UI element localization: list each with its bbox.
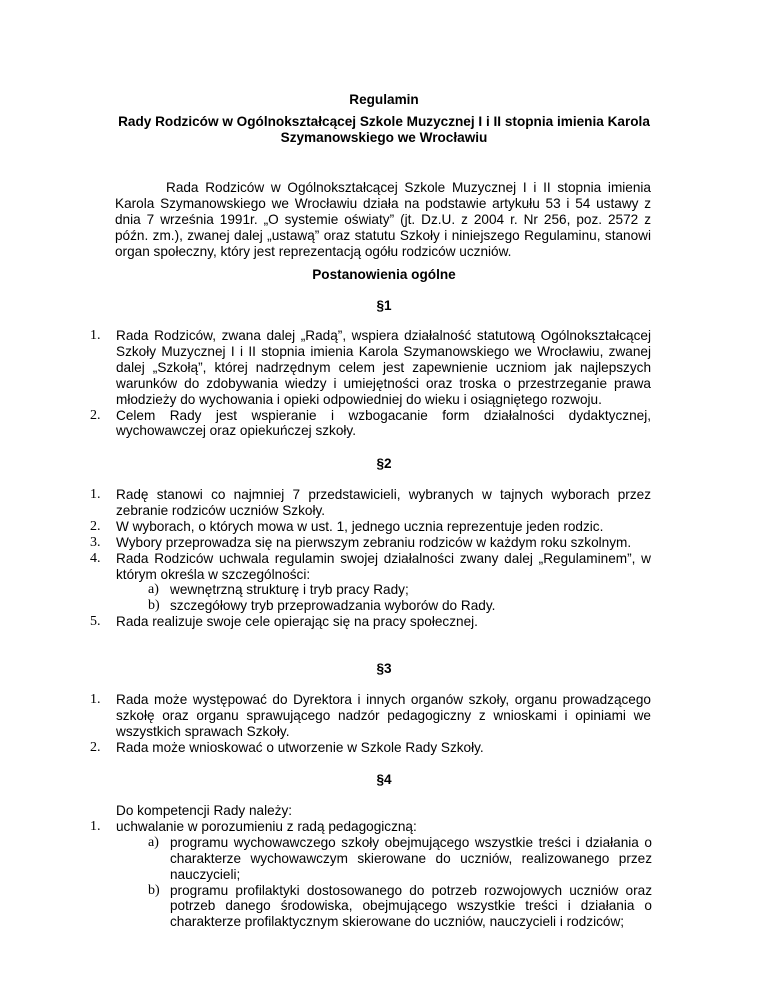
- sub-list-item: [0, 598, 652, 614]
- item-number: 5.: [90, 614, 101, 630]
- paragraph-3-heading: §3: [376, 661, 392, 676]
- subtitle-line-2: Szymanowskiego we Wrocławiu: [280, 129, 488, 145]
- list-item: [0, 551, 651, 583]
- list-item: [0, 408, 651, 440]
- sub-item-letter: a): [148, 582, 159, 598]
- item-number: 1.: [90, 818, 101, 834]
- item-text: W wyborach, o których mowa w ust. 1, jednego ucznia reprezentuje jeden rodzic.: [116, 518, 604, 534]
- item-number: 1.: [90, 487, 101, 502]
- paragraph-4-list: [0, 803, 768, 930]
- paragraph-1-heading: §1: [376, 298, 392, 313]
- item-number: 2.: [90, 407, 101, 423]
- item-text: Rada Rodziców uchwala regulamin swojej działalności zwany dalej „Regulaminem”, w którym określa w szczególności:: [116, 550, 651, 582]
- list-item: [0, 519, 651, 535]
- sub-item-text: szczegółowy tryb przeprowadzania wyborów do Rady.: [170, 598, 496, 614]
- section-heading-general: Postanowienia ogólne: [312, 267, 456, 282]
- list-item: [0, 819, 651, 835]
- paragraph-2-list: [0, 487, 768, 630]
- item-text: Celem Rady jest wspieranie i wzbogacanie form działalności dydaktycznej, wychowawczej oraz opiekuńczej szkoły.: [116, 407, 651, 439]
- item-number: 1.: [90, 328, 101, 343]
- paragraph-1-list: [0, 328, 768, 439]
- list-item: [0, 535, 651, 551]
- item-text: Rada może występować do Dyrektora i innych organów szkoły, organu prowadzącego szkołę oraz organu sprawującego nadzór pedagogiczny z wnioskami i opiniami we wszystkich sprawach Szkoły.: [116, 692, 651, 739]
- document-title: Regulamin: [349, 92, 419, 107]
- sub-list-item: [0, 883, 652, 931]
- document-subtitle: [115, 114, 653, 146]
- list-item: [0, 487, 651, 519]
- paragraph-3-list: [0, 692, 768, 756]
- sub-list-item: [0, 835, 652, 883]
- list-item: [0, 740, 651, 756]
- sub-item-text: programu wychowawczego szkoły obejmującego wszystkie treści i działania o charakterze wychowawczym skierowane do uczniów, realizowanego przez nauczycieli;: [170, 834, 652, 882]
- item-number: 3.: [90, 534, 101, 550]
- sub-list-item: [0, 582, 652, 598]
- item-number: 1.: [90, 692, 101, 707]
- sub-item-text: programu profilaktyki dostosowanego do potrzeb rozwojowych uczniów oraz potrzeb danego środowiska, obejmującego wszystkie treści i działania o charakterze profilaktycznym skierowane do uczniów, nauczycieli i rodziców;: [170, 882, 652, 930]
- sub-item-text: wewnętrzną strukturę i tryb pracy Rady;: [170, 582, 409, 598]
- intro-paragraph: Rada Rodziców w Ogólnokształcącej Szkole Muzycznej I i II stopnia imienia Karola Szymanowskiego we Wrocławiu działa na podstawie artykułu 53 i 54 ustawy z dnia 7 września 1991r. „O systemie oświaty” (jt. Dz.U. z 2004 r. Nr 256, poz. 2572 z późn. zm.), zwanej dalej „ustawą” oraz statutu Szkoły i niniejszego Regulaminu, stanowi organ społeczny, który jest reprezentacją ogółu rodziców uczniów.: [115, 180, 651, 259]
- item-text: Rada Rodziców, zwana dalej „Radą”, wspiera działalność statutową Ogólnokształcącej Szkoły Muzycznej I i II stopnia imienia Karola Szymanowskiego we Wrocławiu, zwanej dalej „Szkołą”, której nadrzędnym celem jest zapewnienie uczniom jak najlepszych warunków do zdobywania wiedzy i umiejętności oraz troska o przestrzeganie prawa młodzieży do wychowania i opieki odpowiedniej do wieku i osiągniętego rozwoju.: [116, 328, 651, 407]
- item-text: Wybory przeprowadza się na pierwszym zebraniu rodziców w każdym roku szkolnym.: [116, 534, 632, 550]
- sub-item-letter: a): [148, 834, 159, 850]
- item-text: Rada realizuje swoje cele opierając się na pracy społecznej.: [116, 614, 478, 630]
- list-item: [0, 614, 651, 630]
- paragraph-4-lead: Do kompetencji Rady należy:: [116, 803, 293, 818]
- sub-item-letter: b): [148, 882, 160, 898]
- paragraph-2-heading: §2: [376, 456, 392, 471]
- paragraph-4-heading: §4: [376, 772, 392, 787]
- subtitle-line-1: Rady Rodziców w Ogólnokształcącej Szkole Muzycznej I i II stopnia imienia Karola: [118, 114, 650, 129]
- item-number: 2.: [90, 739, 101, 755]
- item-text: Radę stanowi co najmniej 7 przedstawicieli, wybranych w tajnych wyborach przez zebranie rodziców uczniów Szkoły.: [116, 487, 651, 518]
- item-number: 4.: [90, 550, 101, 566]
- item-number: 2.: [90, 518, 101, 534]
- item-text: uchwalanie w porozumieniu z radą pedagogiczną:: [116, 818, 417, 834]
- sub-item-letter: b): [148, 598, 160, 614]
- item-text: Rada może wnioskować o utworzenie w Szkole Rady Szkoły.: [116, 739, 484, 755]
- list-item: [0, 328, 651, 408]
- list-item: [0, 692, 651, 740]
